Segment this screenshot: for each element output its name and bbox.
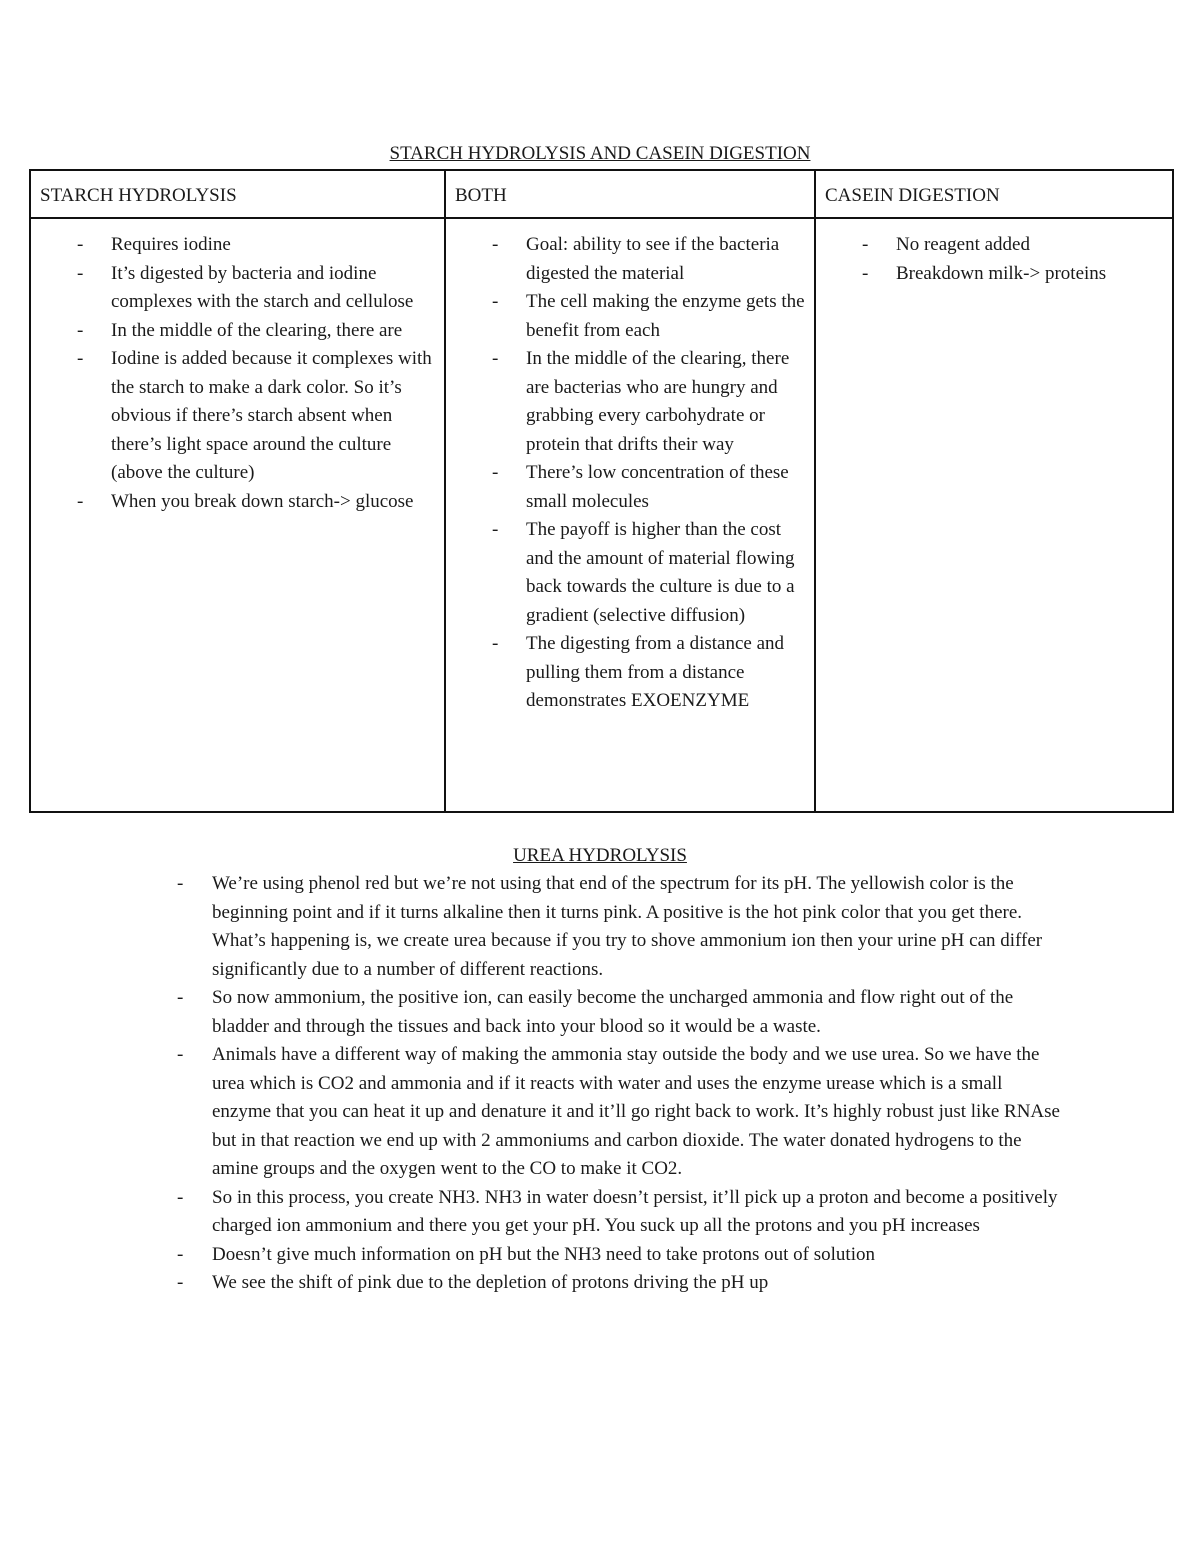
header-casein-digestion: CASEIN DIGESTION [815, 170, 1173, 218]
both-notes-list [446, 231, 814, 716]
both-notes-cell [445, 218, 815, 812]
list-item-text: No reagent added [896, 234, 1030, 255]
list-item [0, 1241, 1200, 1270]
dash-bullet: - [492, 291, 499, 312]
dash-bullet: - [492, 348, 499, 369]
list-item-text: Breakdown milk-> proteins [896, 262, 1107, 284]
list-item-text: So in this process, you create NH3. NH3 in water doesn’t persist, it’ll pick up a proton and become a positively charged ion ammonium and there you get your pH. You suck up all the protons and you pH increases [212, 1186, 1058, 1236]
dash-bullet: - [862, 234, 869, 255]
dash-bullet: - [177, 1243, 184, 1265]
dash-bullet: - [177, 873, 184, 894]
list-item-text: The payoff is higher than the cost and the amount of material flowing back towards the culture is due to a gradient (selective diffusion) [526, 519, 795, 626]
casein-notes-list [816, 231, 1172, 288]
dash-bullet: - [177, 1186, 184, 1208]
header-starch-hydrolysis: STARCH HYDROLYSIS [30, 170, 445, 218]
list-item-text: When you break down starch-> glucose [111, 490, 414, 512]
list-item [816, 260, 1172, 289]
list-item-text: It’s digested by bacteria and iodine complexes with the starch and cellulose [111, 262, 414, 312]
table-body-row [30, 218, 1173, 812]
list-item [446, 288, 814, 345]
list-item-text: The cell making the enzyme gets the benefit from each [526, 291, 805, 341]
list-item [31, 260, 444, 317]
comparison-table [29, 169, 1174, 813]
list-item [446, 516, 814, 630]
list-item-text: There’s low concentration of these small molecules [526, 462, 789, 512]
list-item [0, 1041, 1200, 1184]
dash-bullet: - [492, 519, 499, 540]
list-item [816, 231, 1172, 260]
starch-notes-cell [30, 218, 445, 812]
dash-bullet: - [77, 234, 84, 255]
list-item-text: In the middle of the clearing, there are bacterias who are hungry and grabbing every carbohydrate or protein that drifts their way [526, 348, 790, 455]
list-item-text: So now ammonium, the positive ion, can easily become the uncharged ammonia and flow right out of the bladder and through the tissues and back into your blood so it would be a waste. [212, 987, 1014, 1037]
urea-notes-list [0, 870, 1200, 1298]
dash-bullet: - [177, 1272, 184, 1293]
dash-bullet: - [492, 234, 499, 255]
starch-notes-list [31, 231, 444, 516]
list-item [446, 231, 814, 288]
casein-notes-cell [815, 218, 1173, 812]
urea-section-title: UREA HYDROLYSIS [513, 845, 687, 866]
list-item [31, 345, 444, 488]
list-item-text: Goal: ability to see if the bacteria digested the material [526, 234, 780, 284]
list-item-text: In the middle of the clearing, there are [111, 319, 403, 341]
list-item [31, 317, 444, 346]
dash-bullet: - [177, 1044, 184, 1065]
list-item [446, 630, 814, 716]
list-item-text: The digesting from a distance and pulling them from a distance demonstrates EXOENZYME [526, 633, 785, 711]
list-item [0, 1269, 1200, 1298]
document-title: STARCH HYDROLYSIS AND CASEIN DIGESTION [389, 143, 811, 164]
dash-bullet: - [77, 319, 84, 341]
table-header-row [30, 170, 1173, 218]
dash-bullet: - [177, 987, 184, 1008]
dash-bullet: - [77, 262, 84, 284]
list-item-text: We see the shift of pink due to the depletion of protons driving the pH up [212, 1272, 769, 1293]
dash-bullet: - [77, 348, 84, 369]
dash-bullet: - [492, 462, 499, 483]
dash-bullet: - [862, 262, 869, 284]
list-item [446, 345, 814, 459]
list-item [0, 870, 1200, 984]
list-item-text: Doesn’t give much information on pH but the NH3 need to take protons out of solution [212, 1243, 875, 1265]
list-item [0, 1184, 1200, 1241]
list-item [0, 984, 1200, 1041]
list-item-text: Animals have a different way of making the ammonia stay outside the body and we use urea. So we have the urea which is CO2 and ammonia and if it reacts with water and uses the enzyme urease which is a small enzyme that you can heat it up and denature it and it’ll go right back to work. It’s highly robust just like RNAse but in that reaction we end up with 2 ammoniums and carbon dioxide. The water donated hydrogens to the amine groups and the oxygen went to the CO to make it CO2. [212, 1044, 1060, 1179]
list-item [31, 488, 444, 517]
header-both: BOTH [445, 170, 815, 218]
dash-bullet: - [77, 490, 84, 512]
list-item-text: Requires iodine [111, 234, 231, 255]
list-item [31, 231, 444, 260]
dash-bullet: - [492, 633, 499, 654]
list-item-text: Iodine is added because it complexes with the starch to make a dark color. So it’s obvious if there’s starch absent when there’s light space around the culture (above the culture) [111, 348, 432, 483]
list-item-text: We’re using phenol red but we’re not using that end of the spectrum for its pH. The yellowish color is the beginning point and if it turns alkaline then it turns pink. A positive is the hot pink color that you get there. What’s happening is, we create urea because if you try to shove ammonium ion then your urine pH can differ significantly due to a number of different reactions. [212, 873, 1043, 980]
list-item [446, 459, 814, 516]
